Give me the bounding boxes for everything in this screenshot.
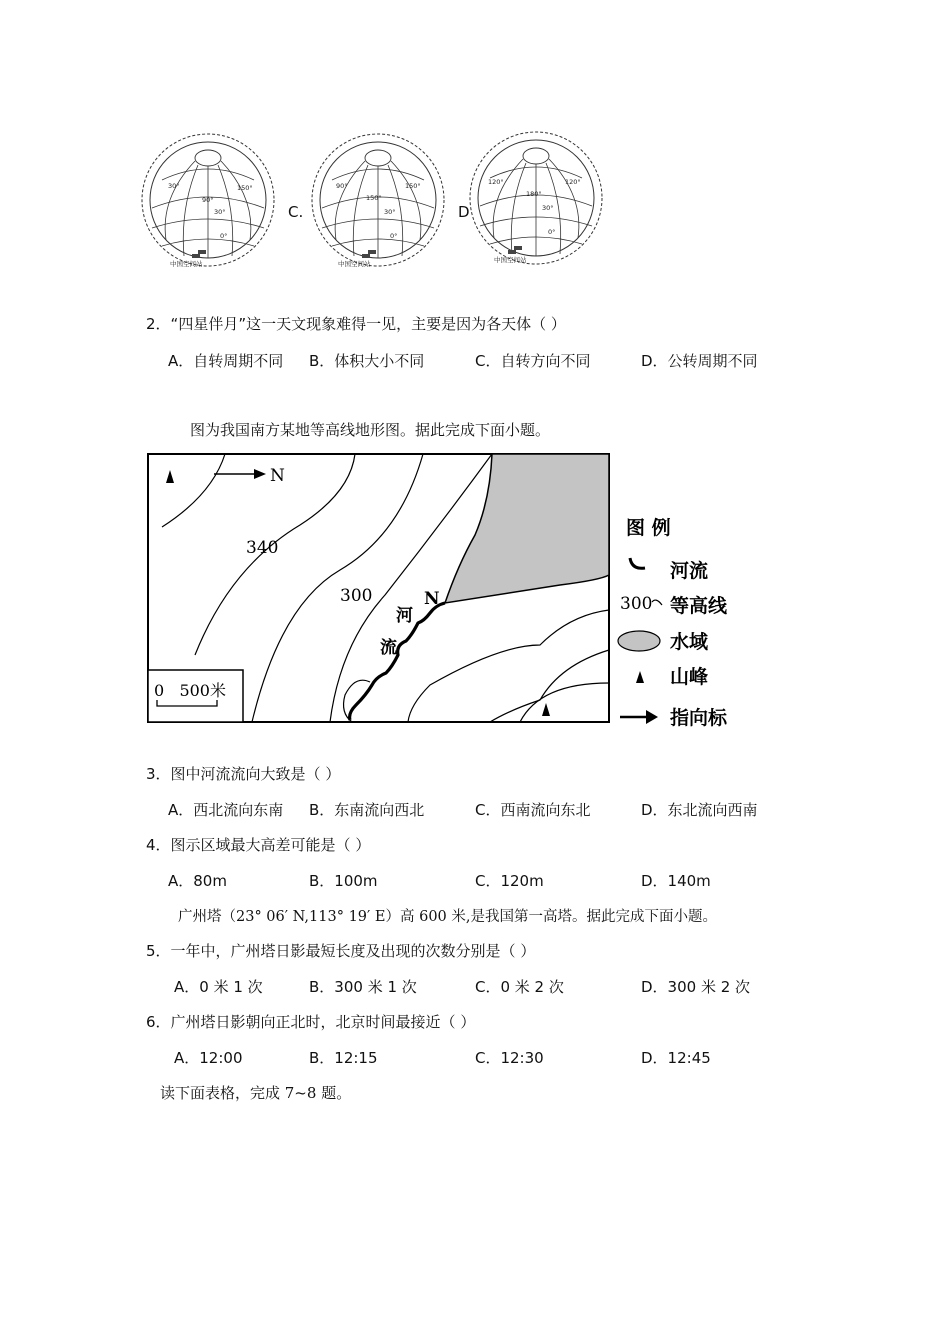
legend-water-label: 水域 [670, 631, 709, 653]
station-label: 中国空间站 [338, 260, 371, 268]
legend-contour-sample: 300 [620, 594, 653, 614]
q2-option-d: D．公转周期不同 [641, 352, 758, 370]
north-label: N [270, 466, 285, 486]
river-n-label: N [424, 589, 440, 609]
map-intro: 图为我国南方某地等高线地形图。据此完成下面小题。 [190, 421, 551, 439]
q2-option-b: B．体积大小不同 [309, 352, 425, 370]
globe-label: 30° [384, 208, 396, 216]
legend-contour-label: 等高线 [670, 595, 728, 617]
q6-option-d: D．12:45 [641, 1049, 711, 1067]
legend-contour-icon [652, 600, 662, 605]
globe-label: 30° [214, 208, 226, 216]
q2-option-a: A．自转周期不同 [168, 352, 284, 370]
globe-label: 90° [336, 182, 348, 190]
contour-label-300: 300 [340, 586, 373, 606]
globe-label: 0° [220, 232, 228, 240]
legend-title: 图 例 [626, 517, 671, 539]
globe-figure-1 [140, 128, 280, 273]
globe-label: 120° [488, 178, 504, 186]
legend-pointer-icon [620, 710, 658, 724]
legend-water-icon [618, 631, 660, 651]
globe-figure-2 [310, 128, 450, 273]
space-station-icon [192, 250, 206, 258]
q4-option-c: C．120m [475, 872, 544, 890]
q6-option-c: C．12:30 [475, 1049, 544, 1067]
question-6-stem: 6．广州塔日影朝向正北时，北京时间最接近（ ） [146, 1013, 476, 1031]
q5-option-b: B．300 米 1 次 [309, 978, 417, 996]
peak-icon [166, 470, 174, 483]
globe-label: 150° [405, 182, 421, 190]
q3-option-c: C．西南流向东北 [475, 801, 591, 819]
question-4-stem: 4．图示区域最大高差可能是（ ） [146, 836, 371, 854]
peak-icon [542, 703, 550, 716]
globe-label: 0° [390, 232, 398, 240]
space-station-icon [508, 246, 522, 254]
legend-river-label: 河流 [670, 560, 709, 582]
river-label-char-1: 河 [396, 606, 413, 626]
q6-option-a: A．12:00 [174, 1049, 243, 1067]
q5-option-c: C．0 米 2 次 [475, 978, 564, 996]
question-5-stem: 5．一年中，广州塔日影最短长度及出现的次数分别是（ ） [146, 942, 536, 960]
legend-river-icon [630, 558, 645, 568]
question-2-stem: 2．“四星伴月”这一天文现象难得一见，主要是因为各天体（ ） [146, 315, 566, 333]
station-label: 中国空间站 [170, 260, 203, 268]
globe-label: 30° [168, 182, 180, 190]
north-arrow-icon [214, 469, 266, 479]
space-station-icon [362, 250, 376, 258]
scale-text: 0 500米 [154, 681, 226, 700]
contour-label-340: 340 [246, 538, 279, 558]
globe-label: 120° [565, 178, 581, 186]
globe-label: 150° [237, 184, 253, 192]
q4-option-a: A．80m [168, 872, 227, 890]
option-letter-c: C. [288, 203, 304, 221]
station-label: 中国空间站 [494, 256, 527, 264]
q4-option-d: D．140m [641, 872, 711, 890]
contour-map [140, 445, 760, 745]
q5-option-d: D．300 米 2 次 [641, 978, 751, 996]
q2-option-c: C．自转方向不同 [475, 352, 591, 370]
globe-label: 30° [542, 204, 554, 212]
globe-label: 90° [202, 196, 214, 204]
river-label-char-2: 流 [380, 638, 397, 658]
table-intro: 读下面表格，完成 7~8 题。 [160, 1084, 352, 1102]
option-letter-d: D [458, 203, 470, 221]
globe-figure-3 [468, 126, 608, 271]
globe-label: 0° [548, 228, 556, 236]
question-3-stem: 3．图中河流流向大致是（ ） [146, 765, 341, 783]
q3-option-a: A．西北流向东南 [168, 801, 284, 819]
globe-label: 150° [366, 194, 382, 202]
legend-peak-label: 山峰 [670, 666, 709, 688]
legend-pointer-label: 指向标 [670, 707, 728, 729]
q3-option-d: D．东北流向西南 [641, 801, 758, 819]
q4-option-b: B．100m [309, 872, 378, 890]
tower-intro: 广州塔（23° 06′ N,113° 19′ E）高 600 米,是我国第一高塔。据此完成下面小题。 [178, 909, 718, 925]
water-area [445, 454, 609, 603]
q6-option-b: B．12:15 [309, 1049, 378, 1067]
q3-option-b: B．东南流向西北 [309, 801, 425, 819]
globe-label: 180° [526, 190, 542, 198]
q5-option-a: A．0 米 1 次 [174, 978, 263, 996]
legend-peak-icon [636, 671, 644, 683]
